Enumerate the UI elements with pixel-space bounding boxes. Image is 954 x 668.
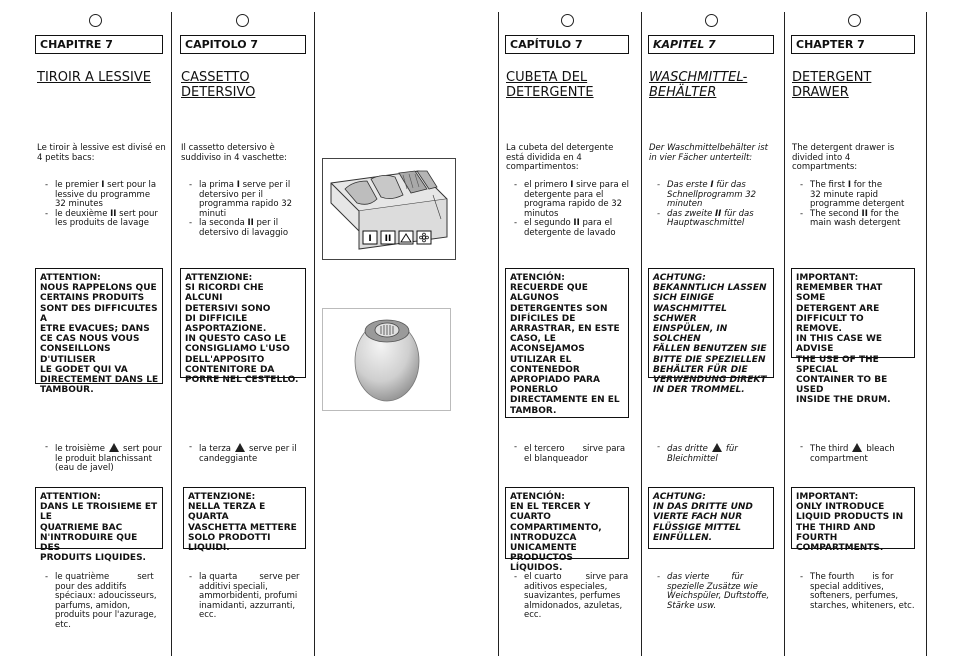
compartment-list bbox=[657, 181, 779, 229]
language-marker-circle bbox=[89, 14, 102, 27]
warning-box: ATTENTION: NOUS RAPPELONS QUE CERTAINS PRODUITS SONT DES DIFFICULTES A ETRE EVACUES; DANS CE CAS NOUS VOUS CONSEILLONS D'UTILISER LE GODET QUI VA DIRECTEMENT DANS LE TAMBOUR. bbox=[35, 268, 163, 384]
chapter-header: CHAPITRE 7 bbox=[35, 35, 163, 54]
liquid-detergent-container-illustration bbox=[322, 308, 451, 411]
warning-box: IMPORTANT: REMEMBER THAT SOME DETERGENT ARE DIFFICULT TO REMOVE. IN THIS CASE WE ADVISE THE USE OF THE SPECIAL CONTAINER TO BE USED INSIDE THE DRUM. bbox=[791, 268, 915, 358]
intro-text: La cubeta del detergente está dividida en 4 compartimentos: bbox=[506, 143, 614, 172]
compartment-list bbox=[514, 181, 636, 238]
warning-box: ACHTUNG: BEKANNTLICH LASSEN SICH EINIGE WASCHMITTEL SCHWER EINSPÜLEN, IN SOLCHEN FÄLLEN BENUTZEN SIE BITTE DIE SPEZIELLEN BEHÄLTER FÜR DIE VERWENDUNG DIREKT IN DER TROMMEL. bbox=[648, 268, 774, 378]
language-marker-circle bbox=[848, 14, 861, 27]
list-item: - el cuarto sirve para aditivos especiales, suavizantes, perfumes almidonados, azuletas, ecc. bbox=[514, 573, 636, 621]
list-item: - The third bleach compartment bbox=[800, 443, 924, 464]
compartment-list bbox=[45, 181, 167, 229]
list-item: - le troisième sert pour le produit blanchissant (eau de javel) bbox=[45, 443, 167, 474]
bleach-triangle-icon bbox=[852, 443, 862, 452]
detergent-drawer-illustration bbox=[322, 158, 456, 260]
column-divider bbox=[314, 12, 315, 656]
bleach-triangle-icon bbox=[235, 443, 245, 452]
compartment-list bbox=[800, 443, 924, 464]
language-marker-circle bbox=[561, 14, 574, 27]
warning-box: ATENCIÓN: EN EL TERCER Y CUARTO COMPARTIMENTO, INTRODUZCA UNICAMENTE PRODUCTOS LÍQUIDOS. bbox=[505, 487, 629, 559]
list-item: - la quarta serve per additivi speciali, ammorbidenti, profumi inamidanti, azzurranti, ecc. bbox=[189, 573, 311, 621]
warning-box: ATTENZIONE: NELLA TERZA E QUARTA VASCHETTA METTERE SOLO PRODOTTI LIQUIDI. bbox=[183, 487, 306, 549]
section-title: CASSETTO DETERSIVO bbox=[181, 70, 256, 100]
list-item: - el primero I sirve para el detergente para el programa rapido de 32 minutos bbox=[514, 181, 636, 219]
section-title: DETERGENT DRAWER bbox=[792, 70, 872, 100]
column-divider bbox=[926, 12, 927, 656]
drawer-label-one: I bbox=[368, 234, 372, 244]
compartment-list bbox=[189, 573, 311, 621]
list-item: - das vierte für spezielle Zusätze wie Weichspüler, Duftstoffe, Stärke usw. bbox=[657, 573, 781, 611]
intro-text: Der Waschmittelbehälter ist in vier Fächer unterteilt: bbox=[649, 143, 768, 163]
column-divider bbox=[641, 12, 642, 656]
list-item: - das zweite II für das Hauptwaschmittel bbox=[657, 210, 779, 229]
column-divider bbox=[498, 12, 499, 656]
column-divider bbox=[171, 12, 172, 656]
warning-box: ATTENTION: DANS LE TROISIEME ET LE QUATRIEME BAC N'INTRODUIRE QUE DES PRODUITS LIQUIDES. bbox=[35, 487, 163, 549]
bleach-triangle-icon bbox=[109, 443, 119, 452]
chapter-header: KAPITEL 7 bbox=[648, 35, 774, 54]
intro-text: Il cassetto detersivo è suddiviso in 4 vaschette: bbox=[181, 143, 287, 163]
intro-text: The detergent drawer is divided into 4 compartments: bbox=[792, 143, 895, 172]
compartment-list bbox=[657, 443, 779, 464]
warning-box: ATENCIÓN: RECUERDE QUE ALGUNOS DETERGENTES SON DIFÍCILES DE ARRASTRAR, EN ESTE CASO, LE ACONSEJAMOS UTILIZAR EL CONTENEDOR APROPIADO PARA PONERLO DIRECTAMENTE EN EL TAMBOR. bbox=[505, 268, 629, 418]
section-title: TIROIR A LESSIVE bbox=[37, 70, 151, 85]
language-marker-circle bbox=[236, 14, 249, 27]
compartment-list bbox=[45, 573, 167, 630]
compartment-list bbox=[514, 443, 636, 464]
list-item: - le deuxième II sert pour les produits de lavage bbox=[45, 210, 167, 229]
list-item: - The fourth is for special additives, softeners, perfumes, starches, whiteners, etc. bbox=[800, 573, 924, 611]
compartment-list bbox=[657, 573, 781, 611]
bleach-triangle-icon bbox=[712, 443, 722, 452]
section-title: WASCHMITTEL- BEHÄLTER bbox=[649, 70, 748, 100]
list-item: - la prima I serve per il detersivo per il programma rapido 32 minuti bbox=[189, 181, 309, 219]
list-item: - das dritte für Bleichmittel bbox=[657, 443, 779, 464]
language-marker-circle bbox=[705, 14, 718, 27]
compartment-list bbox=[800, 573, 924, 611]
compartment-list bbox=[45, 443, 167, 474]
chapter-header: CAPITOLO 7 bbox=[180, 35, 306, 54]
compartment-list bbox=[189, 443, 309, 464]
list-item: - la terza serve per il candeggiante bbox=[189, 443, 309, 464]
container-drawing bbox=[323, 309, 450, 410]
chapter-header: CHAPTER 7 bbox=[791, 35, 915, 54]
drawer-label-two: II bbox=[384, 234, 392, 244]
warning-box: IMPORTANT: ONLY INTRODUCE LIQUID PRODUCTS IN THE THIRD AND FOURTH COMPARTMENTS. bbox=[791, 487, 915, 549]
section-title: CUBETA DEL DETERGENTE bbox=[506, 70, 594, 100]
list-item: - la seconda II per il detersivo di lavaggio bbox=[189, 219, 309, 238]
list-item: - le premier I sert pour la lessive du programme 32 minutes bbox=[45, 181, 167, 210]
drawer-drawing bbox=[323, 159, 455, 259]
warning-box: ATTENZIONE: SI RICORDI CHE ALCUNI DETERSIVI SONO DI DIFFICILE ASPORTAZIONE. IN QUESTO CASO LE CONSIGLIAMO L'USO DELL'APPOSITO CONTENITORE DA PORRE NEL CESTELLO. bbox=[180, 268, 306, 378]
intro-text: Le tiroir à lessive est divisé en 4 petits bacs: bbox=[37, 143, 166, 163]
list-item: - le quatrième sert pour des additifs spéciaux: adoucisseurs, parfums, amidon, produits pour l'azurage, etc. bbox=[45, 573, 167, 630]
column-divider bbox=[784, 12, 785, 656]
list-item: - el tercero sirve para el blanqueador bbox=[514, 443, 636, 464]
compartment-list bbox=[189, 181, 309, 238]
list-item: - The first I for the 32 minute rapid programme detergent bbox=[800, 181, 924, 210]
compartment-list bbox=[514, 573, 636, 621]
list-item: - The second II for the main wash detergent bbox=[800, 210, 924, 229]
warning-box: ACHTUNG: IN DAS DRITTE UND VIERTE FACH NUR FLÜSSIGE MITTEL EINFÜLLEN. bbox=[648, 487, 774, 549]
list-item: - el segundo II para el detergente de lavado bbox=[514, 219, 636, 238]
chapter-header: CAPÍTULO 7 bbox=[505, 35, 629, 54]
compartment-list bbox=[800, 181, 924, 229]
bleach-triangle-icon bbox=[569, 443, 579, 452]
list-item: - Das erste I für das Schnellprogramm 32 minuten bbox=[657, 181, 779, 210]
